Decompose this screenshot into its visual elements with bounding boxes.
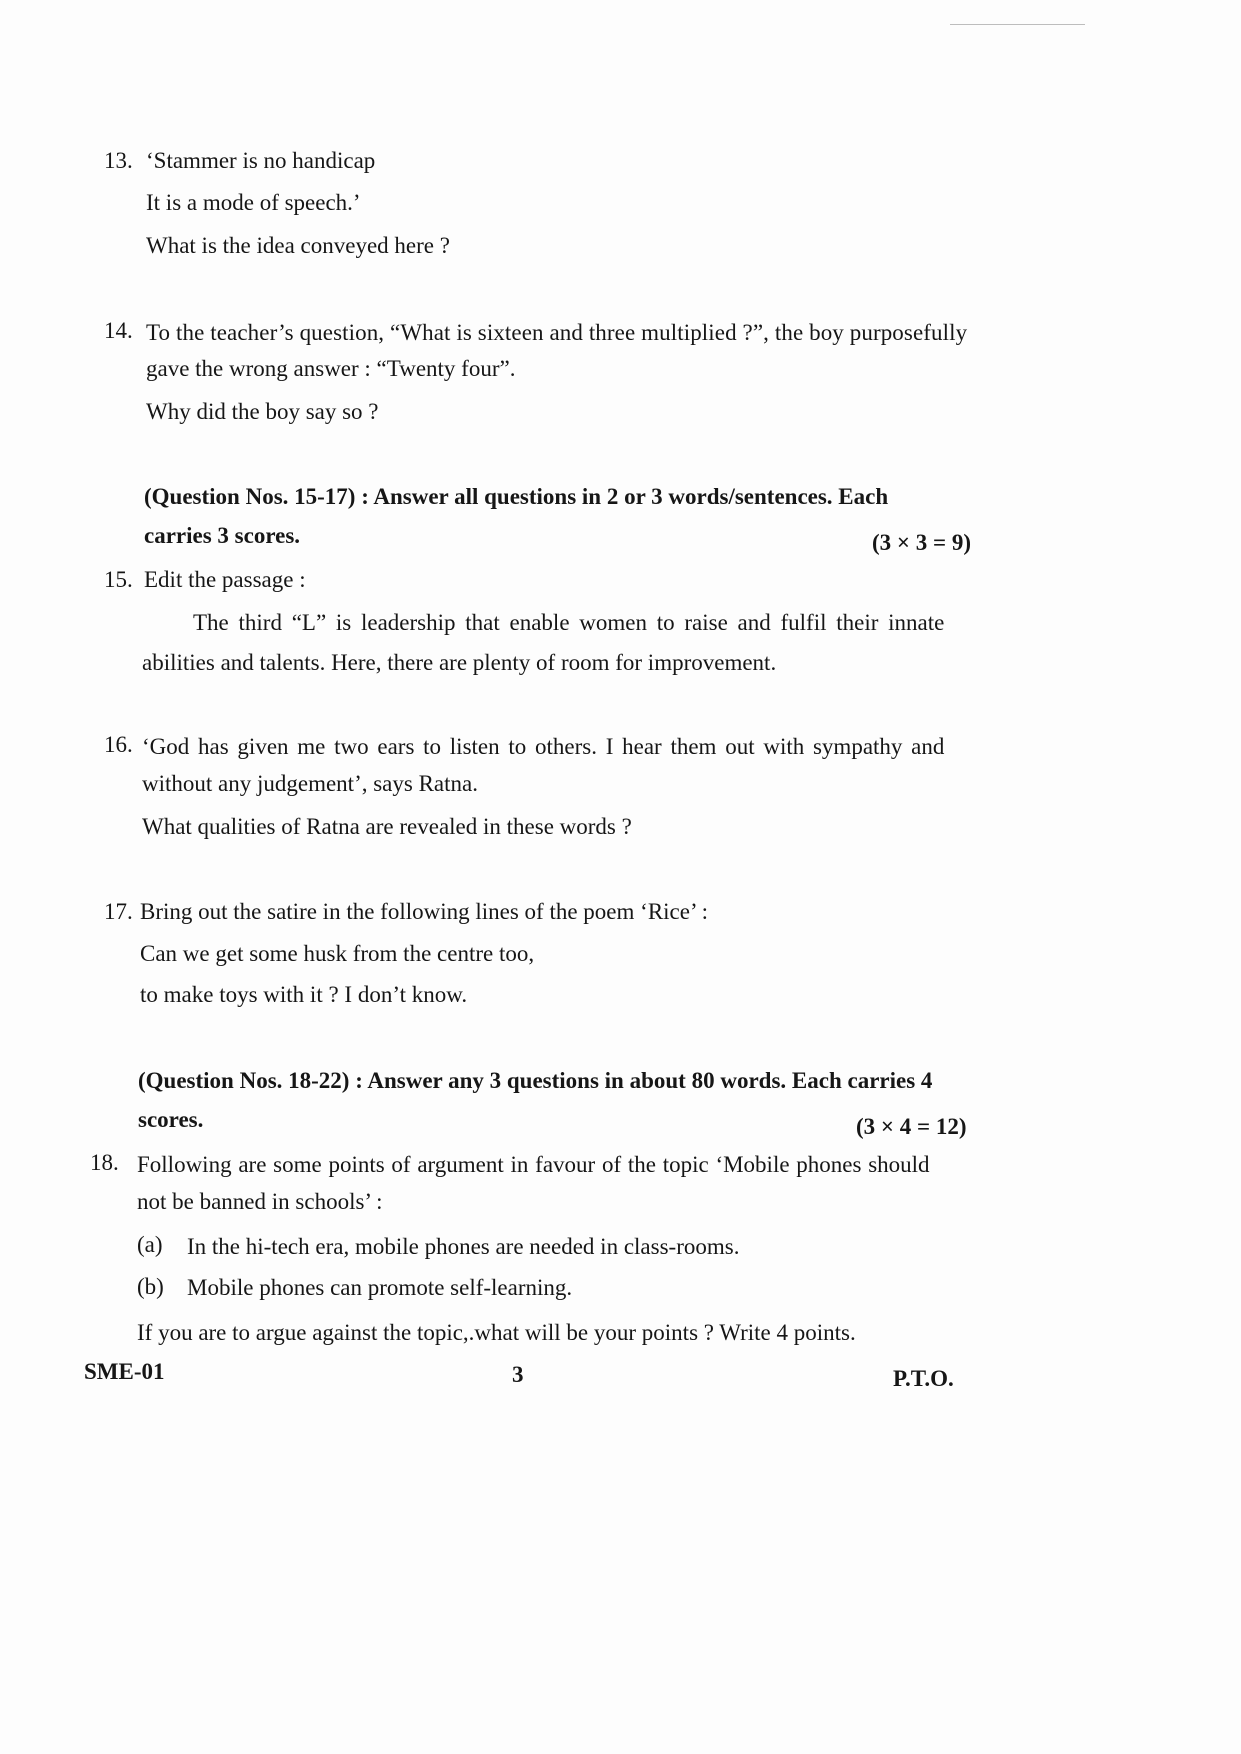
section-2-line-2: scores. [138,1107,204,1132]
section-1-lead: (Question Nos. 15-17) : [144,484,369,509]
question-13-number: 13. [104,148,133,173]
question-17-number: 17. [104,899,133,924]
question-13-line-3: What is the idea conveyed here ? [146,233,450,258]
section-1-instruction [144,484,888,510]
question-18-line-2: not be banned in schools’ : [137,1189,383,1214]
question-18-final: If you are to argue against the topic,.what will be your points ? Write 4 points. [137,1320,856,1345]
question-18-line-1: Following are some points of argument in favour of the topic ‘Mobile phones should [137,1152,930,1177]
question-18-point-b-label: (b) [137,1274,164,1299]
question-16-line-2: without any judgement’, says Ratna. [142,771,478,796]
question-15-passage-line-2: abilities and talents. Here, there are plenty of room for improvement. [142,650,777,675]
section-2-lead: (Question Nos. 18-22) : [138,1068,363,1093]
question-14-line-3: Why did the boy say so ? [146,399,379,424]
section-1-text: Answer all questions in 2 or 3 words/sentences. Each [373,484,889,509]
question-14-number: 14. [104,318,133,343]
question-16-number: 16. [104,732,133,757]
question-18-number: 18. [90,1150,119,1175]
section-2-text: Answer any 3 questions in about 80 words. Each carries 4 [367,1068,933,1093]
question-15-prompt: Edit the passage : [144,567,306,592]
question-15-passage-line-1: The third “L” is leadership that enable women to raise and fulfil their innate [193,610,945,635]
question-17-line-1: Bring out the satire in the following lines of the poem ‘Rice’ : [140,899,709,924]
question-18-point-b-text: Mobile phones can promote self-learning. [187,1275,573,1300]
question-16-line-1: ‘God has given me two ears to listen to others. I hear them out with sympathy and [142,734,945,759]
question-17-line-3: to make toys with it ? I don’t know. [140,982,468,1007]
question-18-point-a-text: In the hi-tech era, mobile phones are needed in class-rooms. [187,1234,740,1259]
section-1-line-2: carries 3 scores. [144,523,301,548]
question-14-line-1: To the teacher’s question, “What is sixteen and three multiplied ?”, the boy purposefully [146,320,968,345]
footer-paper-code: SME-01 [84,1359,165,1384]
question-16-line-3: What qualities of Ratna are revealed in these words ? [142,814,632,839]
footer-page-number: 3 [512,1362,524,1387]
section-2-score: (3 × 4 = 12) [856,1114,967,1139]
scan-artifact [950,24,1085,25]
question-15-number: 15. [104,567,133,592]
question-17-line-2: Can we get some husk from the centre too, [140,941,535,966]
question-18-point-a-label: (a) [137,1232,163,1257]
question-13-line-2: It is a mode of speech.’ [146,190,361,215]
question-13-line-1: ‘Stammer is no handicap [146,148,376,173]
section-2-instruction [138,1068,932,1094]
footer-pto: P.T.O. [893,1366,954,1391]
question-14-line-2: gave the wrong answer : “Twenty four”. [146,356,516,381]
section-1-score: (3 × 3 = 9) [872,530,972,555]
